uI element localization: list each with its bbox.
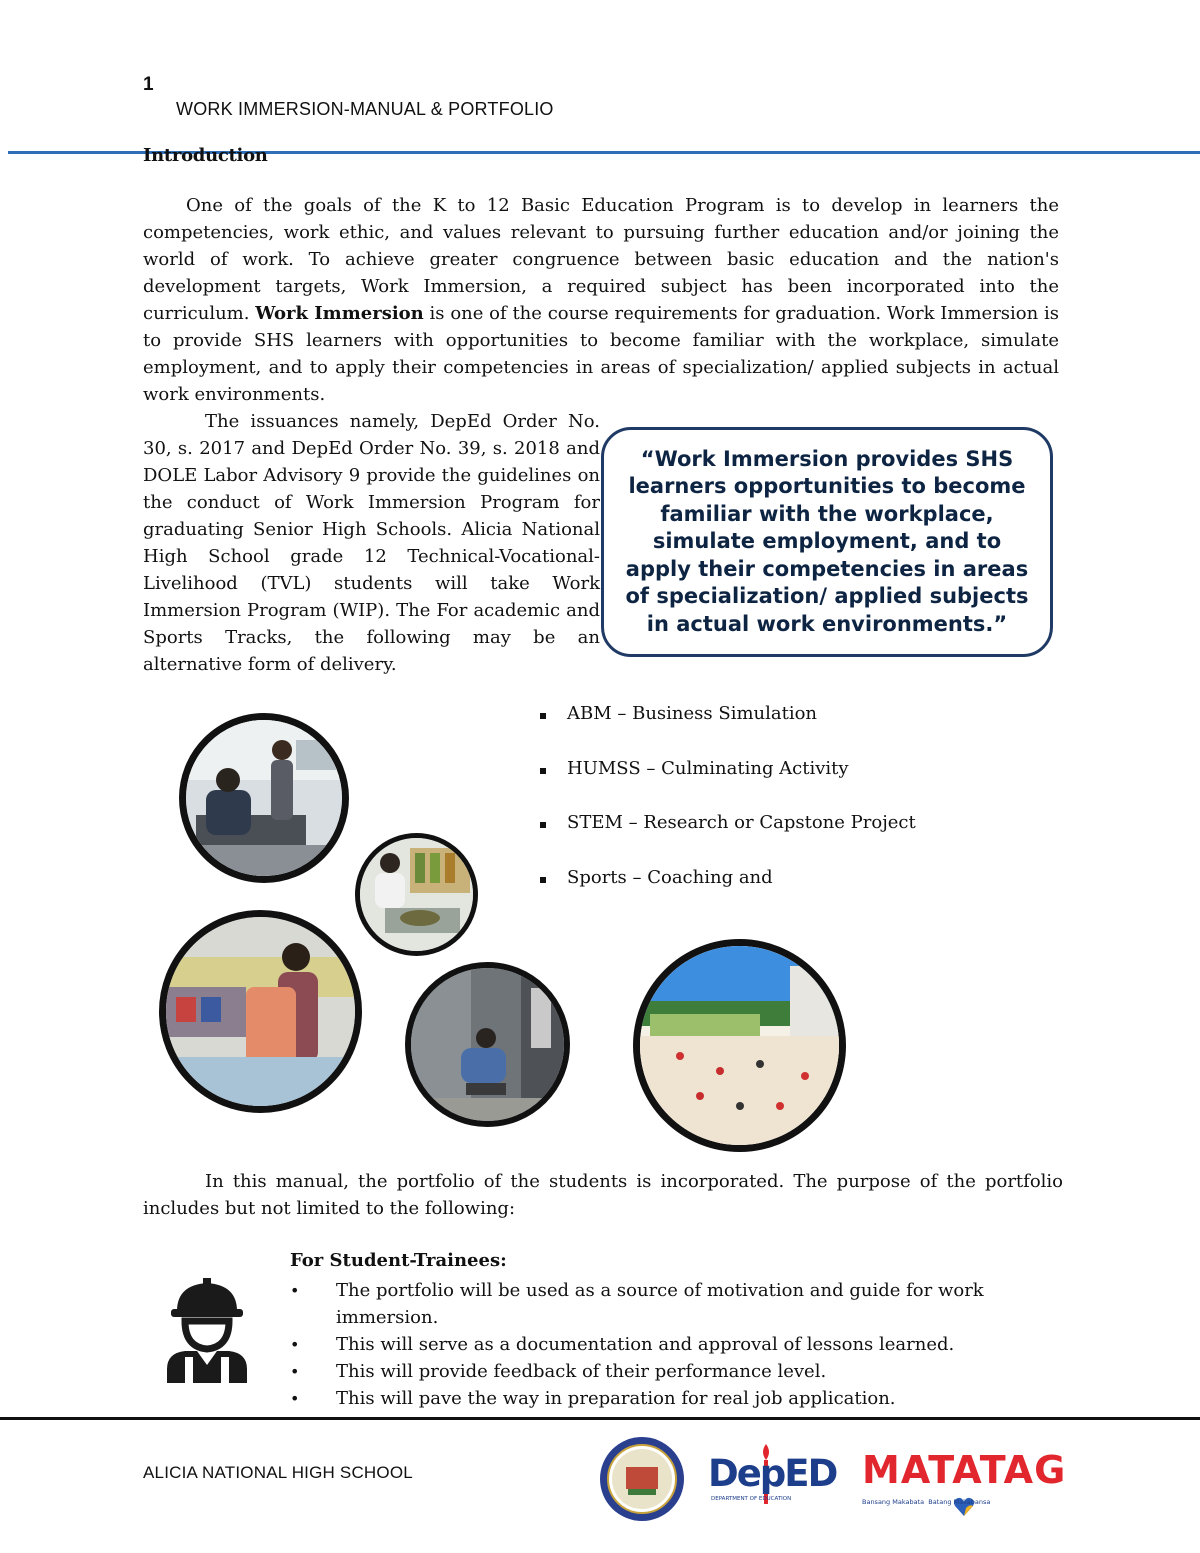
list-item: • The portfolio will be used as a source of motivation and guide for work immersion.: [290, 1277, 1050, 1331]
school-name: ALICIA NATIONAL HIGH SCHOOL: [143, 1463, 413, 1482]
track-label: HUMSS – Culminating Activity: [567, 757, 849, 779]
purpose-text: This will pave the way in preparation for real job application.: [336, 1388, 896, 1409]
list-item: • This will provide feedback of their performance level.: [290, 1358, 1050, 1385]
list-item: [535, 703, 916, 758]
list-item: [535, 867, 916, 922]
list-item: [535, 812, 916, 867]
list-item: • This will serve as a documentation and approval of lessons learned.: [290, 1331, 1050, 1358]
track-list: [535, 703, 916, 921]
purpose-text: This will provide feedback of their performance level.: [336, 1361, 827, 1382]
issuances-paragraph: [143, 408, 600, 678]
intro-paragraph: [143, 192, 1059, 408]
worker-helmet-icon: [163, 1277, 251, 1383]
footer-rule: [0, 1417, 1200, 1420]
quote-text: “Work Immersion provides SHS learners opportunities to become familiar with the workplace, simulate employment, and to apply their competencies in areas of specialization/ applied subjects in actual work environments.”: [625, 446, 1029, 636]
matatag-wordmark: MATATAG: [862, 1448, 1067, 1492]
photo-office-work: [179, 713, 349, 883]
photo-cooking: [355, 833, 478, 956]
student-trainees-heading: For Student-Trainees:: [290, 1250, 507, 1271]
portfolio-purpose-list: [290, 1277, 1050, 1412]
photo-housekeeping: [159, 910, 362, 1113]
purpose-text: The portfolio will be used as a source of motivation and guide for work immersion.: [336, 1280, 984, 1328]
track-label: Sports – Coaching and: [567, 866, 773, 888]
list-item: [535, 758, 916, 813]
track-label: STEM – Research or Capstone Project: [567, 812, 916, 833]
school-seal-logo: [598, 1435, 686, 1523]
intro-text-a: One of the goals of the K to 12 Basic Education Program is to develop in learners the competencies, work ethic, and values relevant to pursuing further education and/or joining the world of work. To achieve greater congruence between basic education and the nation's development targets, Work Immersion, a required subject has been incorporated into the curriculum.: [143, 195, 1059, 324]
matatag-tagline: Bansang Makabata Batang Makabansa: [862, 1498, 991, 1506]
list-item: • This will pave the way in preparation for real job application.: [290, 1385, 1050, 1412]
document-title: WORK IMMERSION-MANUAL & PORTFOLIO: [176, 99, 554, 119]
purpose-text: This will serve as a documentation and approval of lessons learned.: [336, 1334, 955, 1355]
issuances-text: The issuances namely, DepEd Order No. 30, s. 2017 and DepEd Order No. 39, s. 2018 and DOLE Labor Advisory 9 provide the guidelines on the conduct of Work Immersion Program for graduating Senior High Schools. Alicia National High School grade 12 Technical-Vocational-Livelihood (TVL) students will take Work Immersion Program (WIP). The For academic and Sports Tracks, the following may be an alternative form of delivery.: [143, 411, 600, 675]
deped-logo: [706, 1440, 837, 1512]
portfolio-paragraph: [143, 1168, 1063, 1222]
intro-text-b: is one of the course requirements for graduation. Work Immersion is to provide SHS learners with opportunities to become familiar with the workplace, simulate employment, and to apply their competencies in areas of specialization/ applied subjects in actual work environments.: [143, 303, 1059, 405]
matatag-logo: [862, 1448, 1066, 1522]
portfolio-intro-text: In this manual, the portfolio of the students is incorporated. The purpose of the portfolio includes but not limited to the following:: [143, 1171, 1063, 1219]
track-label: ABM – Business Simulation: [567, 703, 818, 724]
quote-callout: [601, 427, 1053, 657]
photo-repair: [405, 962, 570, 1127]
photo-sports-field: [633, 939, 846, 1152]
section-heading: Introduction: [143, 145, 268, 166]
page-number: 1: [143, 74, 154, 95]
intro-text-bold: Work Immersion: [255, 303, 424, 324]
deped-tagline: DEPARTMENT OF EDUCATION: [711, 1496, 792, 1502]
deped-wordmark: DepED: [708, 1452, 837, 1495]
